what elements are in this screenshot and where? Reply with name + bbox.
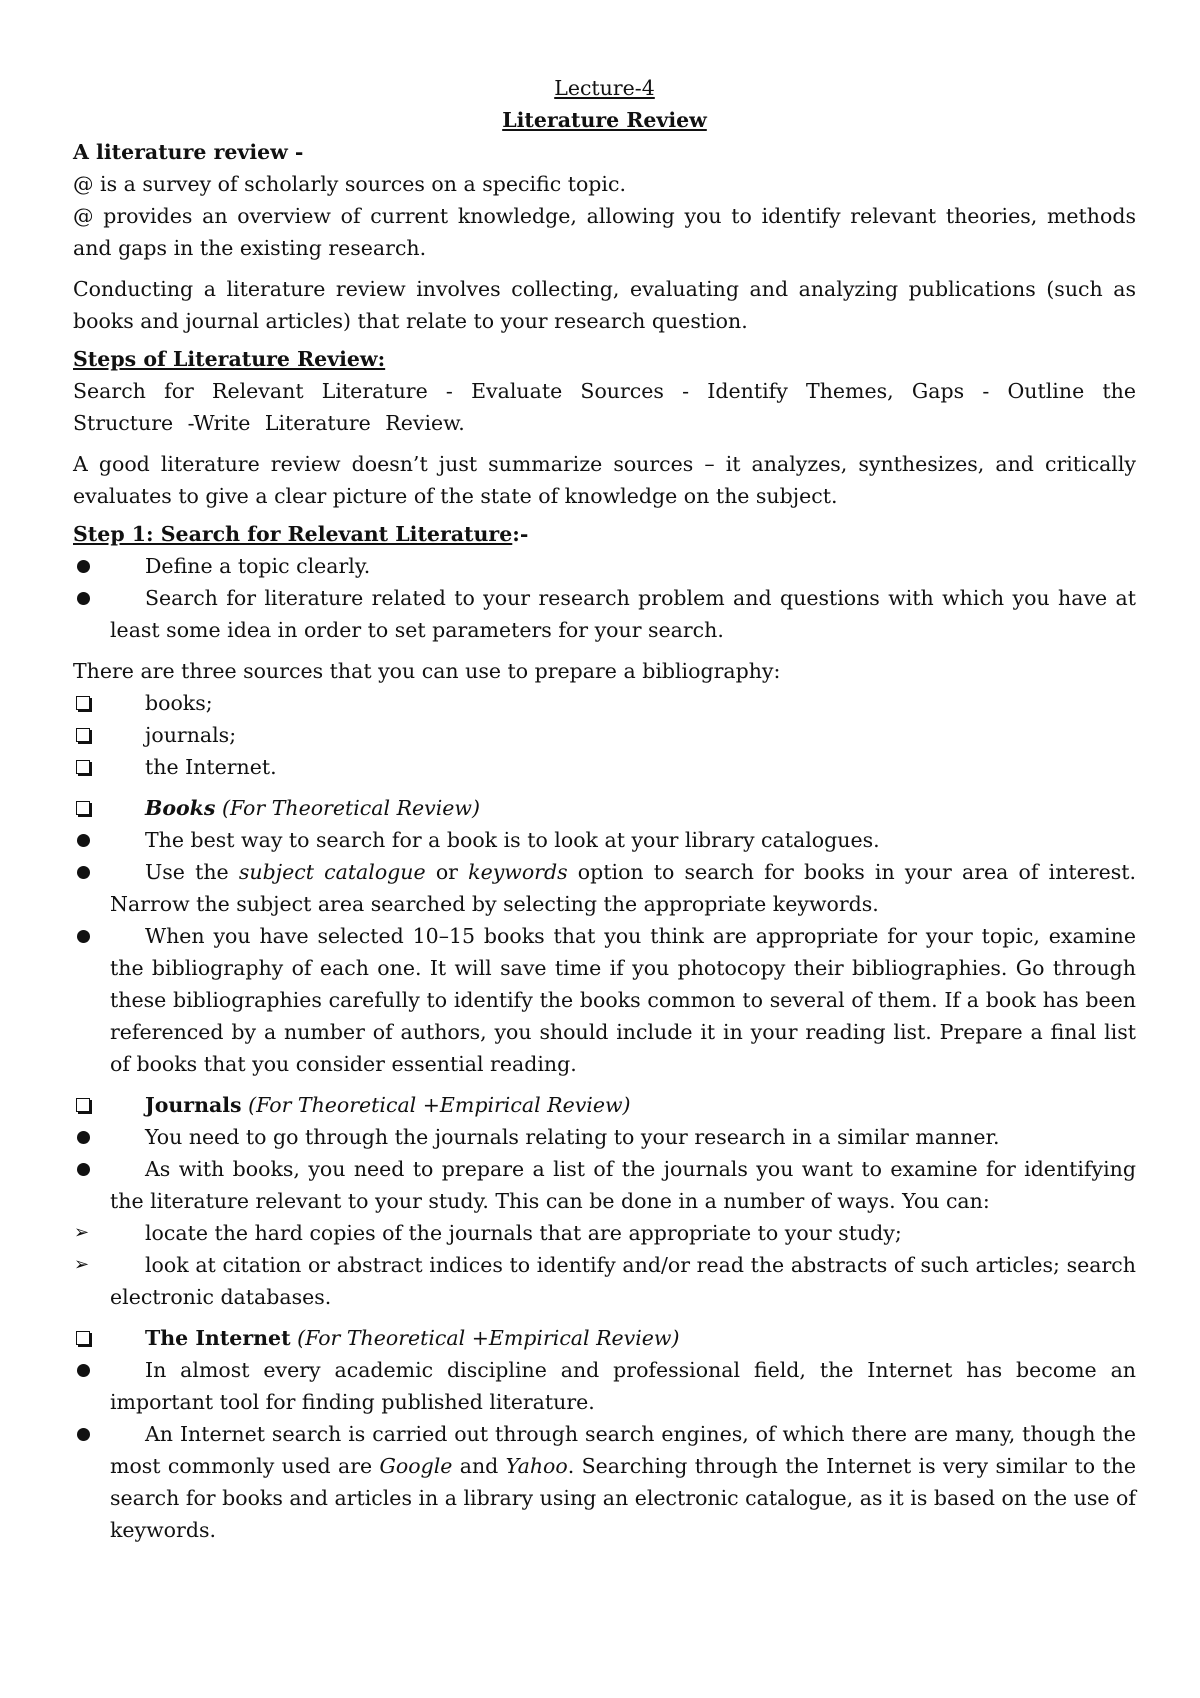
definition-line-2: @ provides an overview of current knowledge, allowing you to identify relevant theories, methods and gaps in the existing research.: [73, 204, 1136, 260]
conducting-paragraph: Conducting a literature review involves collecting, evaluating and analyzing publications (such as books and journal articles) that relate to your research question.: [73, 277, 1136, 333]
list-item: ➢ look at citation or abstract indices to identify and/or read the abstracts of such articles; search electronic databases.: [73, 1249, 1136, 1313]
lecture-label: Lecture-4: [554, 76, 655, 100]
list-item: Use the subject catalogue or keywords option to search for books in your area of interest. Narrow the subject area searched by selecting the appropriate keywords.: [73, 856, 1136, 920]
source-item-journals: journals;: [73, 719, 1136, 751]
definition-heading: A literature review -: [73, 140, 304, 164]
books-heading: [73, 792, 1136, 824]
list-item: In almost every academic discipline and professional field, the Internet has become an important tool for finding published literature.: [73, 1354, 1136, 1418]
list-item: When you have selected 10–15 books that you think are appropriate for your topic, examine the bibliography of each one. It will save time if you photocopy their bibliographies. Go through these bibliographies carefully to identify the books common to several of them. If a book has been referenced by a number of authors, you should include it in your reading list. Prepare a final list of books that you consider essential reading.: [73, 920, 1136, 1080]
internet-heading: [73, 1322, 1136, 1354]
step1-heading-text: Step 1: Search for Relevant Literature: [73, 522, 513, 546]
definition-line-1: @ is a survey of scholarly sources on a specific topic.: [73, 172, 626, 196]
list-item: An Internet search is carried out through search engines, of which there are many, though the most commonly used are Google and Yahoo. Searching through the Internet is very similar to the search for books and articles in a library using an electronic catalogue, as it is based on the use of keywords.: [73, 1418, 1136, 1546]
journals-note: (For Theoretical +Empirical Review): [248, 1093, 631, 1117]
good-review-paragraph: A good literature review doesn’t just summarize sources – it analyzes, synthesizes, and critically evaluates to give a clear picture of the state of knowledge on the subject.: [73, 452, 1136, 508]
list-item: ➢ locate the hard copies of the journals that are appropriate to your study;: [73, 1217, 1136, 1249]
list-item: As with books, you need to prepare a list of the journals you want to examine for identifying the literature relevant to your study. This can be done in a number of ways. You can:: [73, 1153, 1136, 1217]
source-item-internet: the Internet.: [73, 751, 1136, 783]
internet-note: (For Theoretical +Empirical Review): [297, 1326, 680, 1350]
list-item: You need to go through the journals relating to your research in a similar manner.: [73, 1121, 1136, 1153]
list-item: Define a topic clearly.: [73, 550, 1136, 582]
step1-heading-suffix: :-: [512, 522, 529, 546]
step1-heading: [73, 518, 1136, 550]
list-item: The best way to search for a book is to look at your library catalogues.: [73, 824, 1136, 856]
list-item: Search for literature related to your research problem and questions with which you have at least some idea in order to set parameters for your search.: [73, 582, 1136, 646]
steps-heading: Steps of Literature Review:: [73, 347, 386, 371]
internet-title: The Internet: [145, 1326, 291, 1350]
sources-intro: There are three sources that you can use to prepare a bibliography:: [73, 659, 781, 683]
books-note: (For Theoretical Review): [221, 796, 480, 820]
source-item-books: books;: [73, 687, 1136, 719]
journals-title: Journals: [145, 1093, 242, 1117]
page-title: Literature Review: [502, 108, 707, 132]
books-title: Books: [145, 796, 216, 820]
steps-text: Search for Relevant Literature - Evaluate Sources - Identify Themes, Gaps - Outline the Structure -Write Literature Review.: [73, 379, 1136, 435]
journals-heading: [73, 1089, 1136, 1121]
